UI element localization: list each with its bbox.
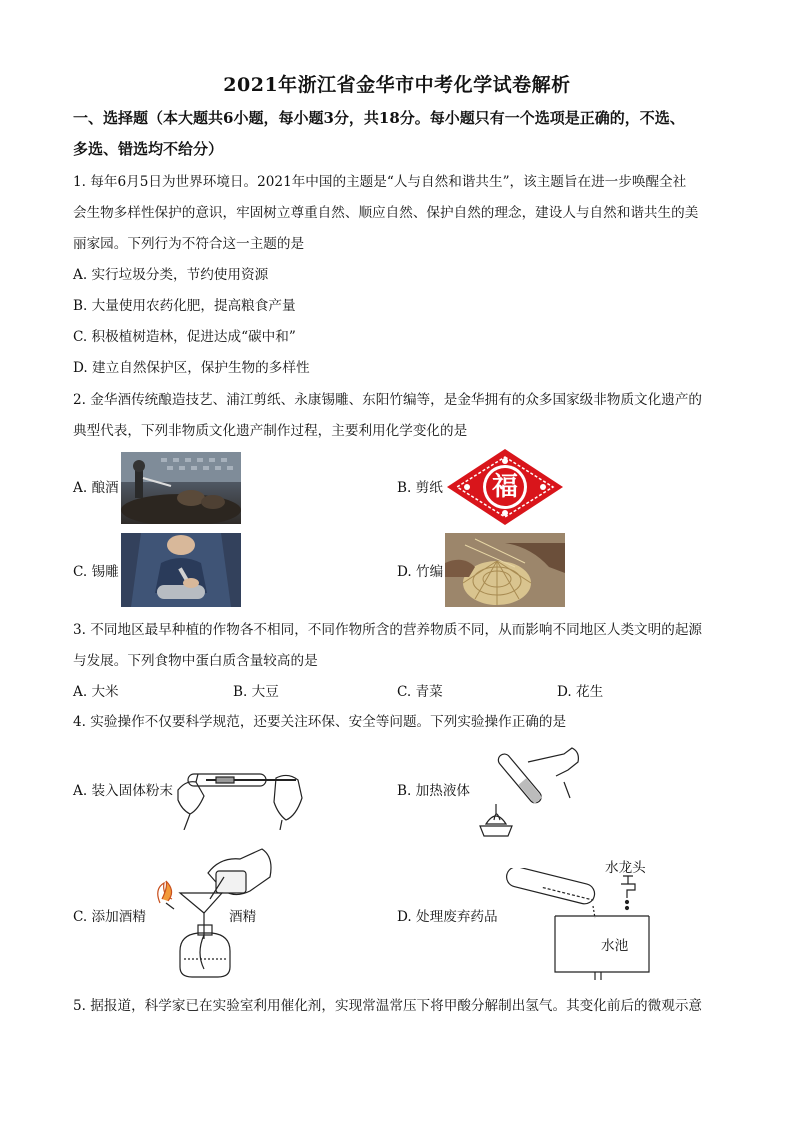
q3-stem-line-2: 与发展。下列食物中蛋白质含量较高的是: [73, 653, 318, 669]
q3-option-a: A. 大米: [73, 684, 119, 700]
page-title: 2021年浙江省金华市中考化学试卷解析: [223, 74, 571, 96]
q1-stem-line-2: 会生物多样性保护的意识，牢固树立尊重自然、顺应自然、保护自然的理念，建设人与自然和谐共生的美: [73, 205, 699, 221]
q4-option-a: A. 装入固体粉末: [73, 783, 174, 799]
q1-stem-line-3: 丽家园。下列行为不符合这一主题的是: [73, 236, 305, 252]
section-heading-line-1: 一、选择题（本大题共6小题，每小题3分，共18分。每小题只有一个选项是正确的，不选、: [73, 109, 685, 127]
q4-option-b: B. 加热液体: [397, 783, 471, 799]
q2-option-a: A. 酿酒: [73, 480, 119, 496]
q3-option-c: C. 青菜: [397, 684, 443, 700]
q3-option-b: B. 大豆: [233, 684, 279, 700]
q3-stem-line-1: 3. 不同地区最早种植的作物各不相同，不同作物所含的营养物质不同，从而影响不同地区人类文明的起源: [73, 622, 703, 638]
sink-label: 水池: [601, 938, 629, 954]
q5-stem-line-1: 5. 据报道，科学家已在实验室利用催化剂，实现常温常压下将甲酸分解制出氢气。其变化前后的微观示意: [73, 998, 703, 1014]
q4-stem-line-1: 4. 实验操作不仅要科学规范，还要关注环保、安全等问题。下列实验操作正确的是: [73, 714, 567, 730]
section-heading-line-2: 多选、错选均不给分）: [73, 140, 224, 158]
powder-loading-figure: [176, 750, 306, 830]
q3-option-d: D. 花生: [557, 684, 604, 700]
q4-option-d: D. 处理废弃药品: [397, 909, 498, 925]
q1-stem-line-1: 1. 每年6月5日为世界环境日。2021年中国的主题是“人与自然和谐共生”，该主题旨在进一步唤醒全社: [73, 174, 687, 190]
q2-option-c: C. 锡雕: [73, 564, 119, 580]
tin-carving-photo: [121, 533, 241, 607]
q2-option-d: D. 竹编: [397, 564, 444, 580]
bamboo-weaving-photo: [445, 533, 565, 607]
q2-stem-line-2: 典型代表，下列非物质文化遗产制作过程，主要利用化学变化的是: [73, 423, 468, 439]
adding-alcohol-figure: [150, 843, 276, 983]
paper-cut-character: 福: [491, 472, 518, 502]
q2-option-b: B. 剪纸: [397, 480, 443, 496]
faucet-label: 水龙头: [605, 860, 646, 876]
q1-option-d: D. 建立自然保护区，保护生物的多样性: [73, 360, 310, 376]
q1-option-a: A. 实行垃圾分类，节约使用资源: [73, 267, 269, 283]
q4-option-c: C. 添加酒精: [73, 909, 146, 925]
q1-option-c: C. 积极植树造林，促进达成“碳中和”: [73, 329, 296, 345]
brewing-photo: [121, 452, 241, 524]
q1-option-b: B. 大量使用农药化肥，提高粮食产量: [73, 298, 296, 314]
q2-stem-line-1: 2. 金华酒传统酿造技艺、浦江剪纸、永康锡雕、东阳竹编等，是金华拥有的众多国家级非物质文化遗产的: [73, 392, 703, 408]
paper-cut-image: [445, 447, 565, 527]
heating-liquid-figure: [468, 742, 584, 838]
waste-disposal-figure: [503, 868, 653, 980]
alcohol-label: 酒精: [229, 909, 257, 925]
